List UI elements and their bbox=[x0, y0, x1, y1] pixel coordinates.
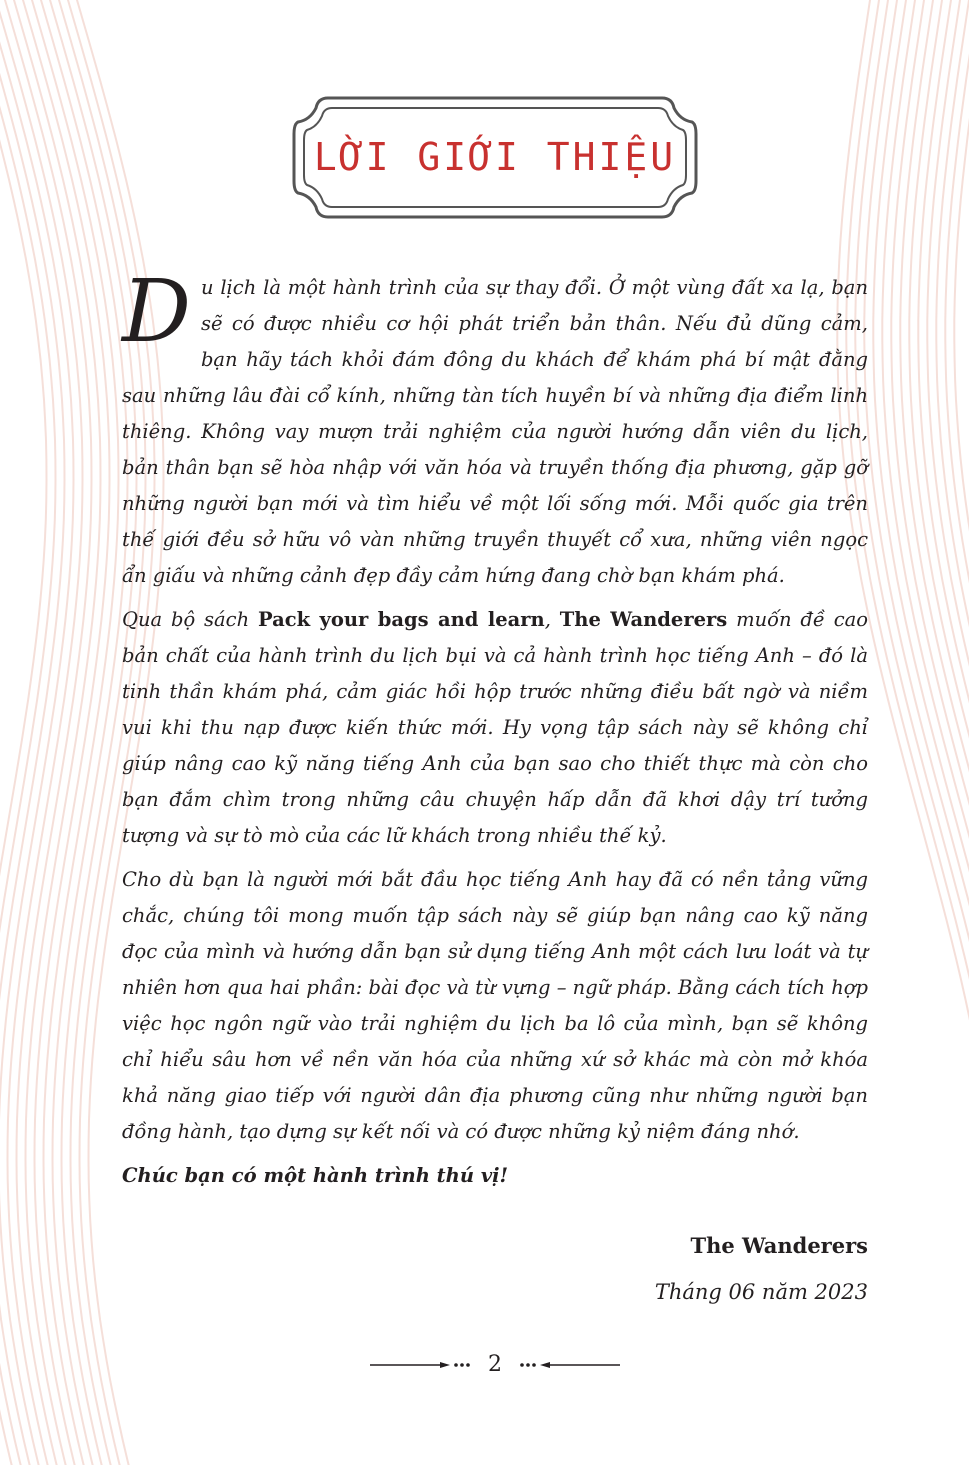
background-wave-line bbox=[918, 0, 969, 1465]
background-wave-line bbox=[891, 0, 969, 1465]
paragraph-2 bbox=[122, 602, 868, 854]
drop-cap: D bbox=[122, 262, 191, 362]
page-number: 2 bbox=[488, 1352, 502, 1377]
page-footer bbox=[370, 1345, 620, 1385]
book-series-title: Pack your bags and learn bbox=[257, 608, 545, 631]
background-wave-line bbox=[0, 0, 47, 1465]
background-wave-line bbox=[927, 0, 969, 1465]
paragraph-3: Cho dù bạn là người mới bắt đầu học tiếng Anh hay đã có nền tảng vững chắc, chúng tôi mong muốn tập sách này sẽ giúp bạn nâng cao kỹ năng đọc của mình và hướng dẫn bạn sử dụng tiếng Anh một cách lưu loát và tự nhiên hơn qua hai phần: bài đọc và từ vựng – ngữ pháp. Bằng cách tích hợp việc học ngôn ngữ vào trải nghiệm du lịch ba lô của mình, bạn sẽ không chỉ hiểu sâu hơn về nền văn hóa của những xứ sở khác mà còn mở khóa khả năng giao tiếp với người dân địa phương cũng như những người bạn đồng hành, tạo dựng sự kết nối và có được những kỷ niệm đáng nhớ. bbox=[122, 868, 868, 1143]
background-wave-line bbox=[954, 0, 969, 1465]
signature-date: Tháng 06 năm 2023 bbox=[654, 1280, 868, 1304]
signature-block bbox=[655, 1228, 868, 1310]
background-wave-line bbox=[855, 0, 969, 1465]
paragraph-2-lead: Qua bộ sách bbox=[122, 608, 258, 631]
paragraph-1 bbox=[122, 262, 868, 594]
page-title: LỜI GIỚI THIỆU bbox=[313, 135, 677, 179]
title-frame bbox=[288, 90, 702, 225]
paragraph-2-comma: , bbox=[544, 608, 560, 631]
signature-name: The Wanderers bbox=[690, 1233, 868, 1258]
closing-line: Chúc bạn có một hành trình thú vị! bbox=[122, 1164, 509, 1187]
background-wave-line bbox=[864, 0, 969, 1465]
background-wave-line bbox=[945, 0, 969, 1465]
paragraph-2-text: muốn đề cao bản chất của hành trình du lịch bụi và cả hành trình học tiếng Anh – đó là tinh thần khám phá, cảm giác hồi hộp trước những điều bất ngờ và niềm vui khi thu nạp được kiến thức mới. Hy vọng tập sách này sẽ không chỉ giúp nâng cao kỹ năng tiếng Anh của bạn sao cho thiết thực mà còn cho bạn đắm chìm trong những câu chuyện hấp dẫn đã khơi dậy trí tưởng tượng và sự tò mò của các lữ khách trong nhiều thế kỷ. bbox=[122, 608, 869, 847]
paragraph-1-text: u lịch là một hành trình của sự thay đổi. Ở một vùng đất xa lạ, bạn sẽ có được nhiều cơ hội phát triển bản thân. Nếu đủ dũng cảm, bạn hãy tách khỏi đám đông du khách để khám phá bí mật đằng sau những lâu đài cổ kính, những tàn tích huyền bí và những địa điểm linh thiêng. Không vay mượn trải nghiệm của người hướng dẫn viên du lịch, bản thân bạn sẽ hòa nhập với văn hóa và truyền thống địa phương, gặp gỡ những người bạn mới và tìm hiểu về một lối sống mới. Mỗi quốc gia trên thế giới đều sở hữu vô vàn những truyền thuyết cổ xưa, những viên ngọc ẩn giấu và những cảnh đẹp đầy cảm hứng đang chờ bạn khám phá. bbox=[122, 276, 868, 587]
author-name: The Wanderers bbox=[559, 608, 728, 631]
intro-body bbox=[122, 262, 869, 1202]
